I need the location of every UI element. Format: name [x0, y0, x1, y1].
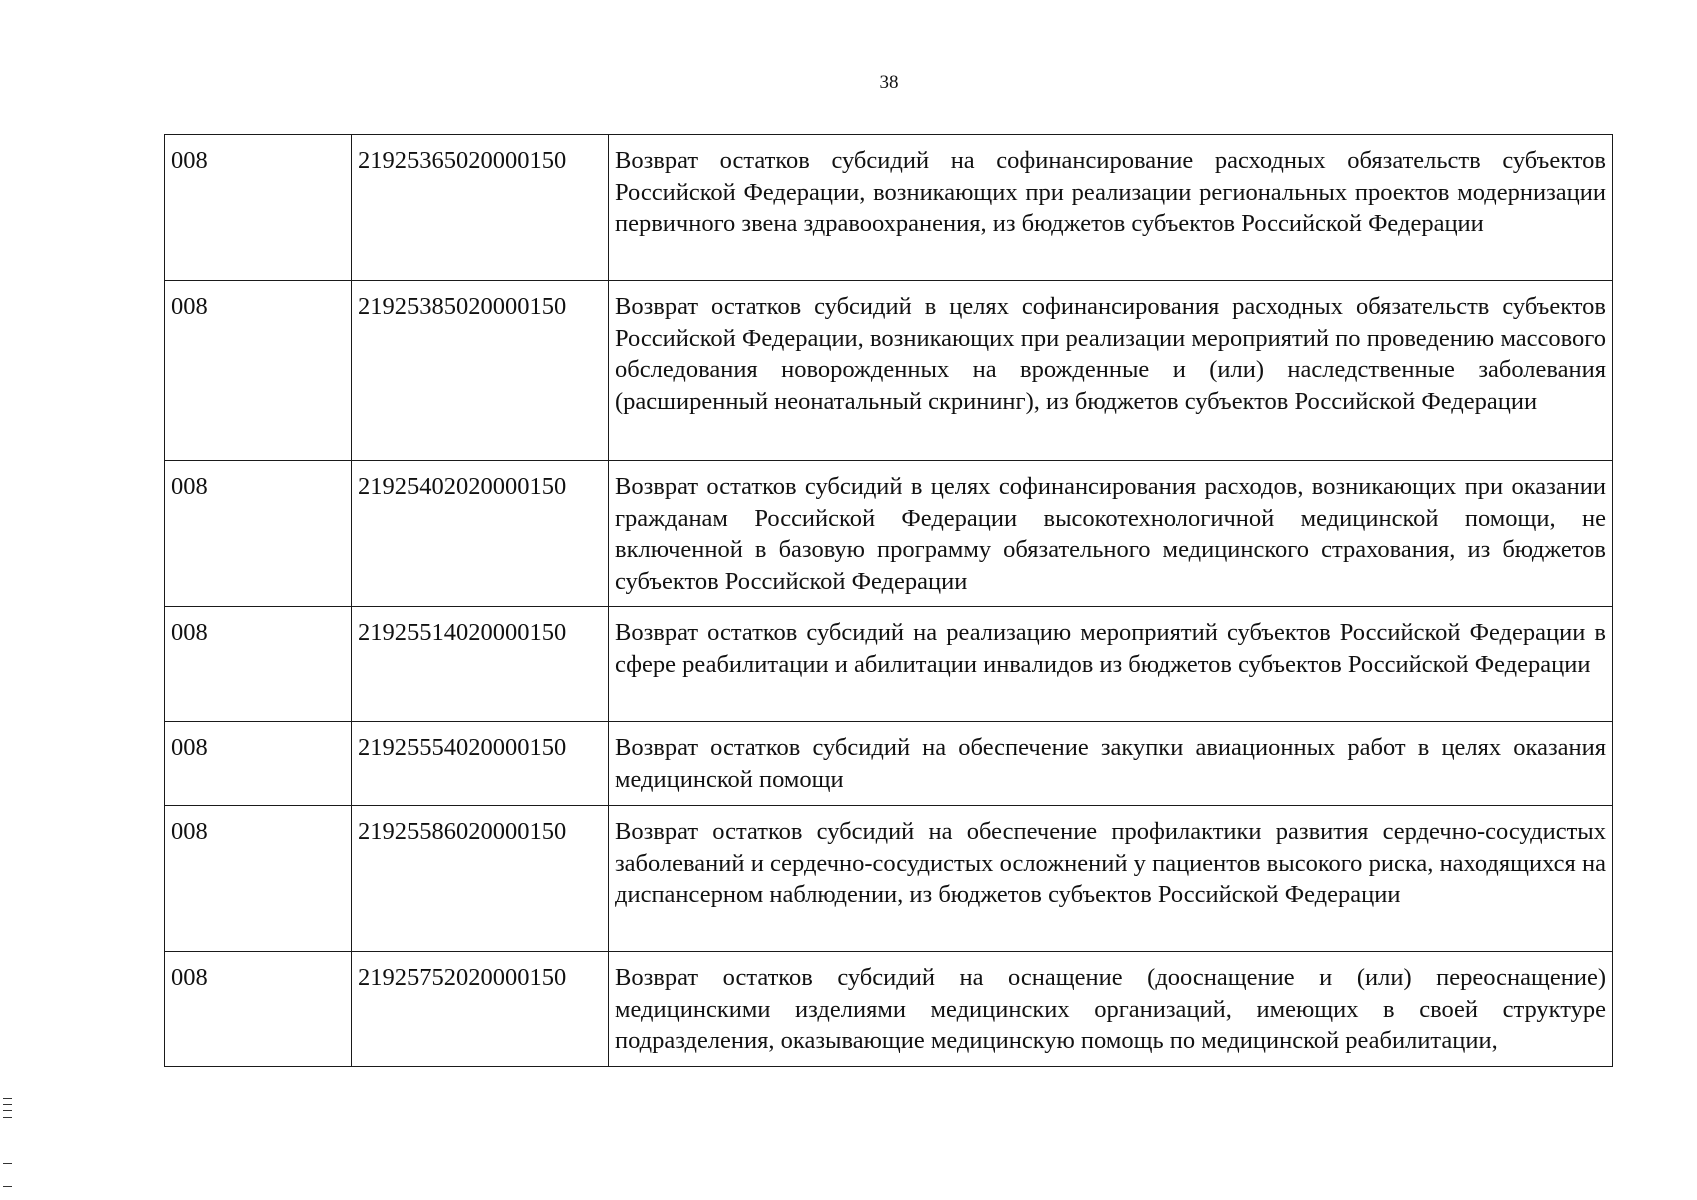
admin-code-cell: 008 [165, 722, 352, 806]
admin-code-cell: 008 [165, 952, 352, 1067]
scan-margin-mark [3, 1186, 12, 1187]
description-cell: Возврат остатков субсидий на реализацию мероприятий субъектов Российской Федерации в сфере реабилитации и абилитации инвалидов из бюджетов субъектов Российской Федерации [609, 607, 1613, 722]
scan-margin-mark [3, 1110, 12, 1111]
table-row [165, 281, 1613, 461]
income-code-cell: 21925385020000150 [352, 281, 609, 461]
scan-margin-mark [3, 1117, 12, 1118]
table-row [165, 806, 1613, 952]
description-cell: Возврат остатков субсидий на обеспечение закупки авиационных работ в целях оказания медицинской помощи [609, 722, 1613, 806]
admin-code-cell: 008 [165, 461, 352, 607]
income-code-cell: 21925752020000150 [352, 952, 609, 1067]
description-cell: Возврат остатков субсидий в целях софинансирования расходов, возникающих при оказании гражданам Российской Федерации высокотехнологичной медицинской помощи, не включенной в базовую программу обязательного медицинского страхования, из бюджетов субъектов Российской Федерации [609, 461, 1613, 607]
income-code-cell: 21925586020000150 [352, 806, 609, 952]
income-code-cell: 21925365020000150 [352, 135, 609, 281]
table-row [165, 722, 1613, 806]
scan-margin-mark [3, 1098, 12, 1099]
description-cell: Возврат остатков субсидий на софинансирование расходных обязательств субъектов Российской Федерации, возникающих при реализации региональных проектов модернизации первичного звена здравоохранения, из бюджетов субъектов Российской Федерации [609, 135, 1613, 281]
income-code-cell: 21925554020000150 [352, 722, 609, 806]
income-code-cell: 21925514020000150 [352, 607, 609, 722]
income-code-cell: 21925402020000150 [352, 461, 609, 607]
scan-margin-mark [3, 1104, 12, 1105]
description-cell: Возврат остатков субсидий в целях софинансирования расходных обязательств субъектов Российской Федерации, возникающих при реализации мероприятий по проведению массового обследования новорожденных на врожденные и (или) наследственные заболевания (расширенный неонатальный скрининг), из бюджетов субъектов Российской Федерации [609, 281, 1613, 461]
table-row [165, 952, 1613, 1067]
admin-code-cell: 008 [165, 281, 352, 461]
description-cell: Возврат остатков субсидий на оснащение (дооснащение и (или) переоснащение) медицинскими изделиями медицинских организаций, имеющих в своей структуре подразделения, оказывающие медицинскую помощь по медицинской реабилитации, [609, 952, 1613, 1067]
description-cell: Возврат остатков субсидий на обеспечение профилактики развития сердечно-сосудистых заболеваний и сердечно-сосудистых осложнений у пациентов высокого риска, находящихся на диспансерном наблюдении, из бюджетов субъектов Российской Федерации [609, 806, 1613, 952]
admin-code-cell: 008 [165, 135, 352, 281]
table-row [165, 461, 1613, 607]
table-row [165, 135, 1613, 281]
scan-margin-mark [3, 1163, 12, 1164]
table-row [165, 607, 1613, 722]
admin-code-cell: 008 [165, 607, 352, 722]
budget-codes-table [164, 134, 1613, 1067]
admin-code-cell: 008 [165, 806, 352, 952]
page-number: 38 [879, 72, 899, 93]
